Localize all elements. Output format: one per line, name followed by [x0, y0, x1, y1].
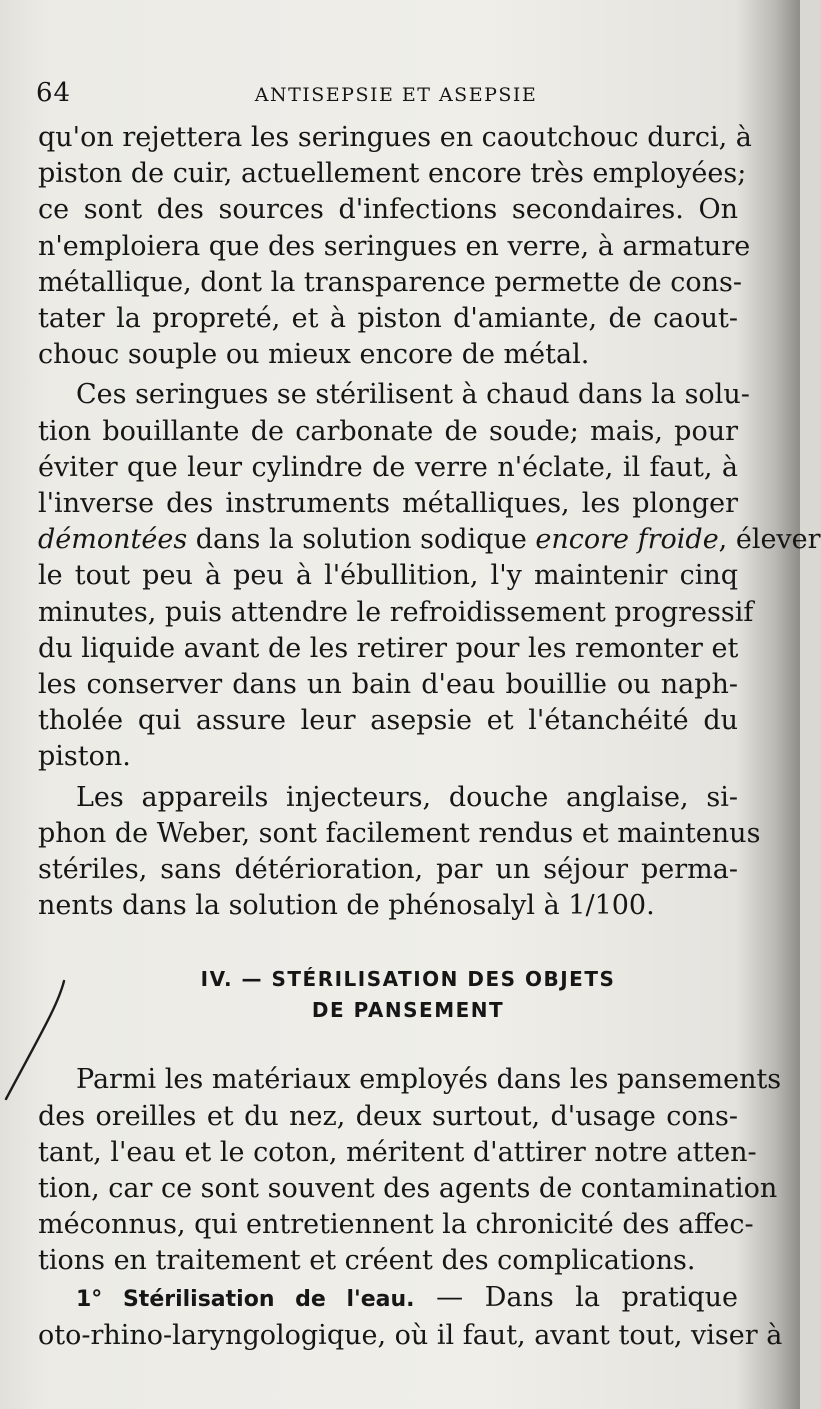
pen-stroke-mark: [0, 975, 80, 1105]
text-line-mixed: [38, 522, 821, 558]
paragraph-dressing-materials: [38, 1062, 782, 1279]
text-line: métallique, dont la transparence permette de cons-: [38, 266, 742, 298]
text-line: minutes, puis attendre le refroidissement progressif: [38, 596, 754, 628]
text-line: tholée qui assure leur asepsie et l'étanchéité du: [38, 705, 738, 737]
text-line: l'inverse des instruments métalliques, les plonger: [38, 488, 738, 520]
text-line: chouc souple ou mieux encore de métal.: [38, 339, 590, 371]
section-heading: [38, 964, 738, 1026]
paragraph-injector-devices: [38, 780, 761, 925]
section-heading-line: IV. — STÉRILISATION DES OBJETS: [200, 967, 616, 992]
text-line: n'emploiera que des seringues en verre, à armature: [38, 230, 751, 262]
text-line: méconnus, qui entretiennent la chronicité des affec-: [38, 1209, 754, 1241]
text-fragment: , élever: [718, 524, 821, 556]
text-line: des oreilles et du nez, deux surtout, d'usage cons-: [38, 1100, 738, 1132]
text-line: nents dans la solution de phénosalyl à 1/100.: [38, 890, 655, 922]
text-line: oto-rhino-laryngologique, où il faut, avant tout, viser à: [38, 1319, 783, 1351]
text-line: Les appareils injecteurs, douche anglaise, si-: [76, 781, 738, 813]
section-heading-line: DE PANSEMENT: [311, 998, 505, 1023]
text-line: tater la propreté, et à piston d'amiante, de caout-: [38, 303, 738, 335]
text-line: du liquide avant de les retirer pour les remonter et: [38, 632, 739, 664]
page-number: 64: [36, 78, 72, 108]
subsection-label: 1° Stérilisation de l'eau.: [76, 1286, 415, 1312]
text-line: le tout peu à peu à l'ébullition, l'y maintenir cinq: [38, 560, 738, 592]
text-line: qu'on rejettera les seringues en caoutchouc durci, à: [38, 122, 752, 153]
running-head: [36, 78, 736, 118]
text-line: éviter que leur cylindre de verre n'éclate, il faut, à: [38, 451, 738, 483]
text-line: tion bouillante de carbonate de soude; mais, pour: [38, 415, 738, 447]
paragraph-water-sterilisation: [38, 1280, 783, 1354]
text-line: phon de Weber, sont facilement rendus et maintenus: [38, 817, 761, 849]
text-line: tions en traitement et créent des complications.: [38, 1245, 696, 1277]
text-fragment: dans la solution sodique: [187, 524, 536, 556]
text-line: stériles, sans détérioration, par un séjour perma-: [38, 854, 738, 886]
text-line-mixed: [38, 1280, 738, 1318]
text-line: ce sont des sources d'infections secondaires. On: [38, 194, 738, 226]
text-line: Parmi les matériaux employés dans les pansements: [76, 1064, 782, 1096]
page-body: [38, 120, 821, 1354]
text-line: tion, car ce sont souvent des agents de contamination: [38, 1173, 778, 1205]
italic-demontees: démontées: [38, 524, 188, 556]
italic-encore-froide: encore froide: [535, 524, 719, 556]
text-line: les conserver dans un bain d'eau bouillie ou naph-: [38, 669, 738, 701]
text-fragment: — Dans la pratique: [414, 1281, 739, 1313]
text-line: Ces seringues se stérilisent à chaud dans la solu-: [76, 379, 750, 411]
text-line: piston de cuir, actuellement encore très employées;: [38, 158, 747, 190]
running-title: ANTISEPSIE ET ASEPSIE: [254, 84, 538, 106]
text-line: piston.: [38, 741, 131, 773]
text-line: tant, l'eau et le coton, méritent d'attirer notre atten-: [38, 1136, 757, 1168]
paragraph-syringe-sterilisation: [38, 377, 821, 775]
paragraph-syringes-choice: [38, 120, 752, 373]
